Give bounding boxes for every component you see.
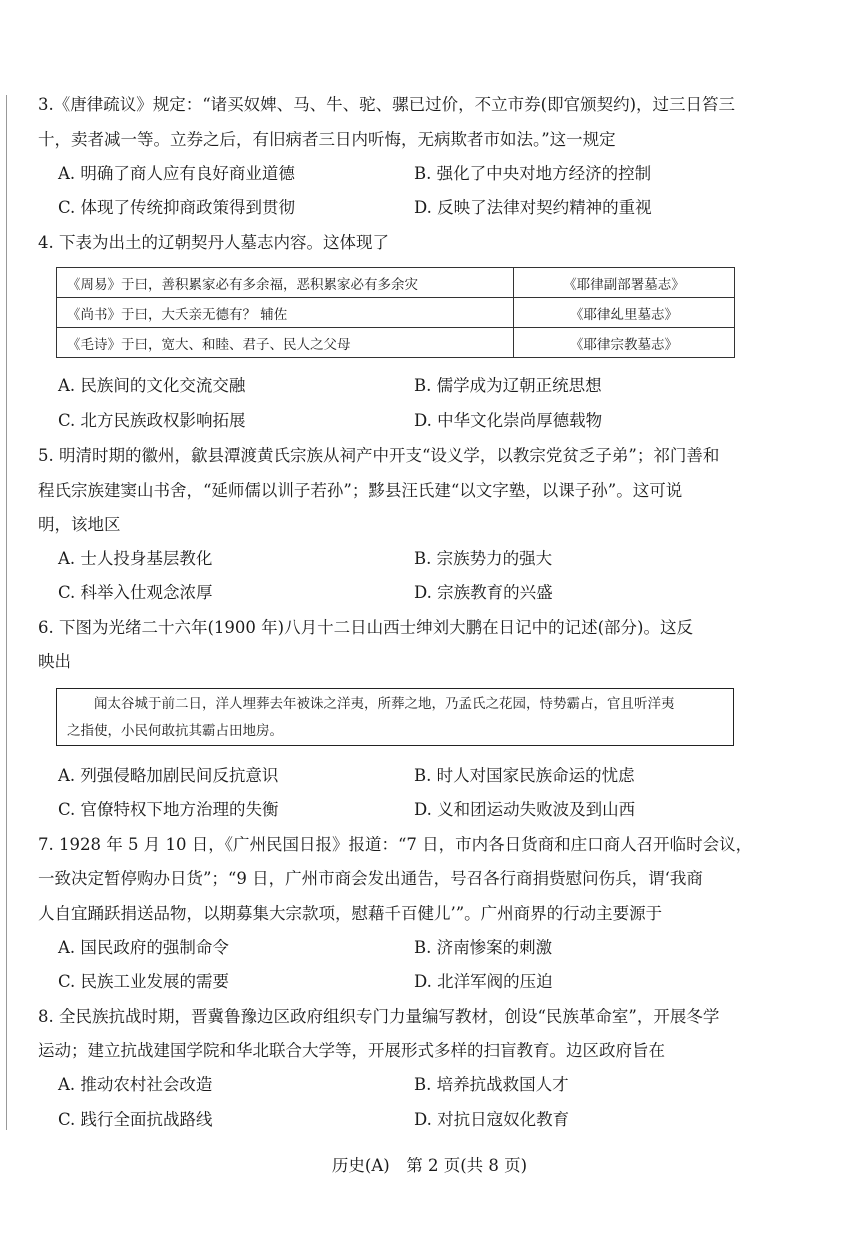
q7-stem-line1: 7. 1928 年 5 月 10 日，《广州民国日报》报道：“7 日，市内各日货商和庄口商人召开临时会议，: [38, 835, 753, 854]
q4-stem-line1: 4. 下表为出土的辽朝契丹人墓志内容。这体现了: [38, 233, 389, 252]
q6-option-d: D. 义和团运动失败波及到山西: [414, 800, 636, 819]
table-row: [57, 298, 735, 328]
q5-stem-line3: 明，该地区: [38, 515, 121, 534]
q7-option-a: A. 国民政府的强制命令: [58, 938, 229, 957]
diary-excerpt-line1: 闻太谷城于前二日，洋人埋葬去年被诛之洋夷，所葬之地，乃孟氏之花园，恃势霸占，官且听洋夷: [94, 696, 675, 712]
q4-option-d: D. 中华文化崇尚厚德载物: [414, 411, 603, 430]
table-row: [57, 328, 735, 358]
q6-stem-line1: 6. 下图为光绪二十六年(1900 年)八月十二日山西士绅刘大鹏在日记中的记述(部分)。这反: [38, 618, 693, 637]
q5-option-c: C. 科举入仕观念浓厚: [58, 583, 213, 602]
diary-excerpt-line2: 之指使，小民何敢抗其霸占田地房。: [67, 723, 283, 739]
q7-stem-line3: 人自宜踊跃捐送品物，以期募集大宗款项，慰藉千百健儿’”。广州商界的行动主要源于: [38, 904, 663, 923]
q4-option-c: C. 北方民族政权影响拓展: [58, 411, 246, 430]
q7-option-b: B. 济南惨案的刺激: [414, 938, 553, 957]
q7-stem-line2: 一致决定暂停购办日货”；“9 日，广州市商会发出通告，号召各行商捐赀慰问伤兵，谓‘我商: [38, 869, 703, 888]
q8-option-c: C. 践行全面抗战路线: [58, 1110, 213, 1129]
table-cell-source: 《耶律副部署墓志》: [514, 268, 735, 298]
q4-epitaph-table: [56, 267, 735, 358]
q6-option-a: A. 列强侵略加剧民间反抗意识: [58, 766, 279, 785]
q5-stem-line1: 5. 明清时期的徽州，歙县潭渡黄氏宗族从祠产中开支“设义学，以教宗党贫乏子弟”；祁门善和: [38, 446, 720, 465]
q4-option-b: B. 儒学成为辽朝正统思想: [414, 376, 602, 395]
q6-diary-excerpt: [56, 688, 734, 746]
table-cell-text: 《毛诗》于曰，宽大、和睦、君子、民人之父母: [57, 328, 514, 358]
table-cell-text: 《尚书》于曰，大夭亲无德有？ 辅佐: [57, 298, 514, 328]
q3-stem-line1: 3.《唐律疏议》规定：“诸买奴婢、马、牛、驼、骡已过价，不立市券(即官颁契约)，过三日笞三: [38, 95, 736, 114]
q3-option-c: C. 体现了传统抑商政策得到贯彻: [58, 198, 296, 217]
q3-stem-line2: 十，卖者减一等。立券之后，有旧病者三日内听悔，无病欺者市如法。”这一规定: [38, 130, 616, 149]
q6-option-b: B. 时人对国家民族命运的忧虑: [414, 766, 635, 785]
margin-rule: [6, 95, 7, 1130]
q5-option-b: B. 宗族势力的强大: [414, 549, 553, 568]
table-cell-text: 《周易》于曰，善积累家必有多余福，恶积累家必有多余灾: [57, 268, 514, 298]
q5-option-a: A. 士人投身基层教化: [58, 549, 213, 568]
q6-stem-line2: 映出: [38, 652, 71, 671]
q7-option-d: D. 北洋军阀的压迫: [414, 972, 553, 991]
table-cell-source: 《耶律乣里墓志》: [514, 298, 735, 328]
q5-stem-line2: 程氏宗族建窦山书舍，“延师儒以训子若孙”；黟县汪氏建“以文字塾，以课子孙”。这可说: [38, 481, 683, 500]
q8-stem-line1: 8. 全民族抗战时期，晋冀鲁豫边区政府组织专门力量编写教材，创设“民族革命室”，开展冬学: [38, 1007, 720, 1026]
q8-option-a: A. 推动农村社会改造: [58, 1075, 213, 1094]
table-row: [57, 268, 735, 298]
page-footer: 历史(A) 第 2 页(共 8 页): [331, 1156, 528, 1175]
q8-option-d: D. 对抗日寇奴化教育: [414, 1110, 570, 1129]
q8-stem-line2: 运动；建立抗战建国学院和华北联合大学等，开展形式多样的扫盲教育。边区政府旨在: [38, 1041, 665, 1060]
q3-option-a: A. 明确了商人应有良好商业道德: [58, 164, 295, 183]
q4-option-a: A. 民族间的文化交流交融: [58, 376, 246, 395]
q5-option-d: D. 宗族教育的兴盛: [414, 583, 553, 602]
q3-option-d: D. 反映了法律对契约精神的重视: [414, 198, 652, 217]
q6-option-c: C. 官僚特权下地方治理的失衡: [58, 800, 279, 819]
q8-option-b: B. 培养抗战救国人才: [414, 1075, 569, 1094]
q7-option-c: C. 民族工业发展的需要: [58, 972, 230, 991]
q3-option-b: B. 强化了中央对地方经济的控制: [414, 164, 652, 183]
table-cell-source: 《耶律宗教墓志》: [514, 328, 735, 358]
